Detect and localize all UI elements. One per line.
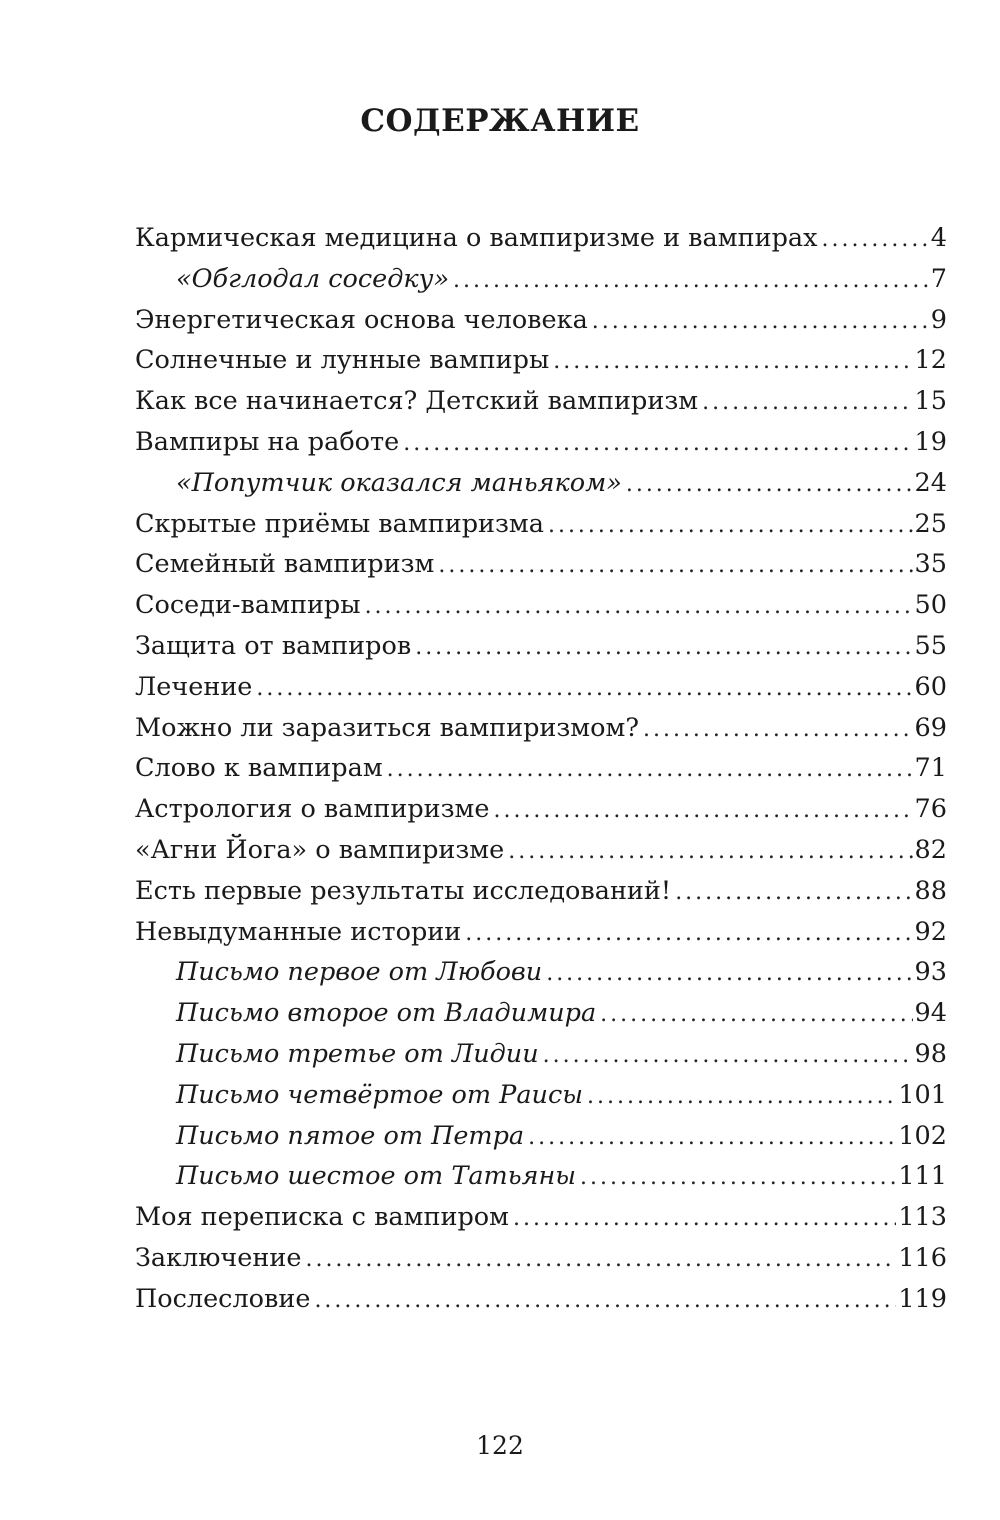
dot-leader [546, 954, 912, 995]
toc-entry-page: 101 [898, 1079, 947, 1110]
toc-entry [135, 504, 947, 545]
dot-leader [626, 465, 913, 506]
toc-entry-title: Невыдуманные истории [135, 916, 462, 947]
dot-leader [438, 546, 912, 587]
toc-entry-page: 9 [930, 304, 947, 335]
toc-entry [135, 1197, 947, 1238]
toc-entry-page: 7 [930, 263, 947, 294]
toc-entry-title: Соседи-вампиры [135, 590, 361, 621]
toc-entry-title: Астрология о вампиризме [135, 794, 490, 825]
toc-entry-page: 102 [898, 1120, 947, 1151]
toc-entry-title: «Обглодал соседку» [176, 263, 450, 294]
toc-entry [135, 912, 947, 953]
toc-entry-page: 35 [914, 549, 947, 580]
toc-entry-page: 55 [914, 630, 947, 661]
table-of-contents [135, 218, 947, 1320]
dot-leader [415, 628, 912, 669]
toc-entry-title: Письмо второе от Владимира [176, 998, 597, 1029]
toc-entry [135, 748, 947, 789]
dot-leader [643, 710, 913, 751]
dot-leader [548, 506, 913, 547]
toc-entry-title: Можно ли заразиться вампиризмом? [135, 712, 639, 743]
toc-entry-page: 69 [914, 712, 947, 743]
dot-leader [528, 1118, 896, 1159]
toc-entry-page: 82 [914, 834, 947, 865]
toc-entry [135, 830, 947, 871]
toc-entry [135, 993, 947, 1034]
toc-entry [135, 259, 947, 300]
toc-entry-page: 19 [914, 426, 947, 457]
toc-entry-title: Как все начинается? Детский вампиризм [135, 386, 699, 417]
toc-entry-page: 4 [930, 223, 947, 253]
toc-entry [135, 340, 947, 381]
toc-entry [135, 667, 947, 708]
toc-entry [135, 381, 947, 422]
toc-entry-title: Лечение [135, 671, 253, 702]
toc-entry [135, 422, 947, 463]
page-title: СОДЕРЖАНИЕ [360, 103, 640, 139]
toc-entry-title: Кармическая медицина о вампиризме и вампирах [135, 223, 818, 253]
toc-entry-page: 12 [914, 345, 947, 376]
toc-entry-page: 50 [914, 590, 947, 621]
dot-leader [305, 1240, 896, 1281]
toc-entry-page: 60 [914, 671, 947, 702]
toc-entry-title: Защита от вампиров [135, 630, 412, 661]
toc-entry-page: 98 [914, 1038, 947, 1069]
toc-entry [135, 1034, 947, 1075]
toc-entry-title: Энергетическая основа человека [135, 304, 588, 335]
toc-entry [135, 871, 947, 912]
dot-leader [675, 873, 912, 914]
dot-leader [587, 1077, 896, 1118]
toc-entry-page: 24 [914, 467, 947, 498]
dot-leader [513, 1199, 896, 1240]
toc-entry [135, 300, 947, 341]
dot-leader [553, 342, 912, 383]
page-number: 122 [476, 1431, 524, 1460]
toc-entry-title: Письмо третье от Лидии [176, 1038, 539, 1069]
toc-entry-title: Письмо первое от Любови [176, 957, 543, 988]
toc-entry-title: Письмо четвёртое от Раисы [176, 1079, 584, 1110]
toc-entry-title: «Попутчик оказался маньяком» [176, 467, 622, 498]
toc-entry-page: 76 [914, 794, 947, 825]
toc-entry [135, 1279, 947, 1320]
dot-leader [592, 302, 929, 343]
toc-entry-title: Моя переписка с вампиром [135, 1202, 509, 1233]
dot-leader [365, 587, 913, 628]
toc-entry-title: Письмо пятое от Петра [176, 1120, 525, 1151]
toc-entry [135, 1075, 947, 1116]
toc-entry [135, 585, 947, 626]
toc-entry-title: Семейный вампиризм [135, 549, 435, 580]
dot-leader [600, 995, 912, 1036]
dot-leader [453, 261, 929, 302]
toc-entry-page: 92 [914, 916, 947, 947]
toc-entry-page: 71 [914, 753, 947, 784]
toc-entry [135, 1156, 947, 1197]
toc-entry-page: 25 [914, 508, 947, 539]
toc-entry [135, 626, 947, 667]
toc-entry-page: 15 [914, 386, 947, 417]
dot-leader [702, 383, 912, 424]
toc-entry-title: Письмо шестое от Татьяны [176, 1161, 577, 1192]
dot-leader [387, 750, 913, 791]
toc-entry [135, 218, 947, 259]
toc-entry-title: Скрытые приёмы вампиризма [135, 508, 544, 539]
toc-entry-page: 119 [898, 1283, 947, 1314]
toc-entry [135, 708, 947, 749]
toc-entry [135, 1116, 947, 1157]
toc-entry [135, 544, 947, 585]
dot-leader [256, 669, 912, 710]
dot-leader [493, 791, 912, 832]
toc-entry-page: 88 [914, 875, 947, 906]
toc-entry-page: 93 [914, 957, 947, 988]
toc-entry-title: Есть первые результаты исследований! [135, 875, 672, 906]
toc-entry-title: Солнечные и лунные вампиры [135, 345, 550, 376]
toc-entry-page: 116 [898, 1242, 947, 1273]
toc-entry [135, 789, 947, 830]
dot-leader [821, 220, 928, 261]
toc-entry-title: «Агни Йога» о вампиризме [135, 834, 505, 865]
dot-leader [465, 914, 912, 955]
dot-leader [580, 1158, 896, 1199]
dot-leader [314, 1281, 896, 1322]
toc-entry-title: Слово к вампирам [135, 753, 383, 784]
toc-entry [135, 1238, 947, 1279]
toc-entry-page: 94 [914, 998, 947, 1029]
dot-leader [508, 832, 912, 873]
toc-entry-page: 113 [898, 1202, 947, 1233]
toc-entry-title: Послесловие [135, 1283, 311, 1314]
toc-entry-title: Вампиры на работе [135, 426, 400, 457]
toc-entry [135, 952, 947, 993]
dot-leader [403, 424, 912, 465]
dot-leader [543, 1036, 913, 1077]
toc-entry [135, 463, 947, 504]
toc-entry-page: 111 [898, 1161, 947, 1192]
toc-entry-title: Заключение [135, 1242, 302, 1273]
